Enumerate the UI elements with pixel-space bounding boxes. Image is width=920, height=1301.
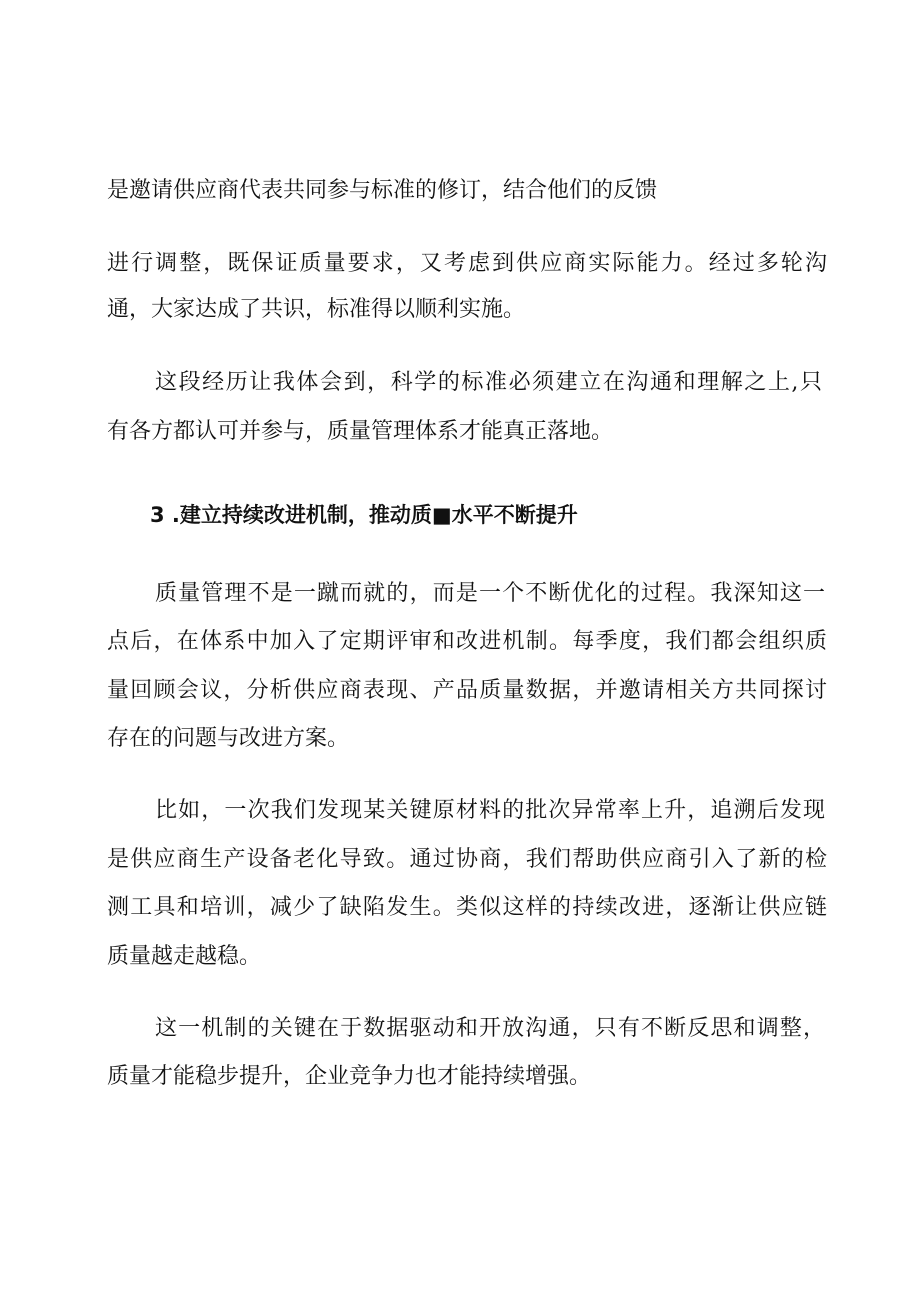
paragraph-4-line-3: 测工具和培训，减少了缺陷发生。类似这样的持续改进，逐渐让供应链	[107, 895, 827, 920]
paragraph-3-line-4: 存在的问题与改进方案。	[107, 726, 350, 751]
paragraph-1-line-1: 进行调整，既保证质量要求，又考虑到供应商实际能力。经过多轮沟	[107, 251, 827, 276]
paragraph-3-line-3: 量回顾会议，分析供应商表现、产品质量数据，并邀请相关方共同探讨	[107, 678, 827, 703]
paragraph-2-line-1: 这段经历让我体会到，科学的标准必须建立在沟通和理解之上,只	[155, 370, 822, 395]
paragraph-3-line-1: 质量管理不是一蹴而就的，而是一个不断优化的过程。我深知这一	[155, 581, 825, 606]
fragment-line-1: 是邀请供应商代表共同参与标准的修订，结合他们的反馈	[107, 178, 658, 203]
section-heading: 3 .建立持续改进机制，推动质■水平不断提升	[150, 503, 578, 527]
paragraph-4-line-2: 是供应商生产设备老化导致。通过协商，我们帮助供应商引入了新的检	[107, 847, 827, 872]
paragraph-2-line-2: 有各方都认可并参与，质量管理体系才能真正落地。	[107, 419, 614, 444]
paragraph-5-line-1: 这一机制的关键在于数据驱动和开放沟通，只有不断反思和调整，	[155, 1016, 825, 1041]
paragraph-1-line-2: 通，大家达成了共识，标准得以顺利实施。	[107, 297, 526, 322]
paragraph-4-line-4: 质量越走越稳。	[107, 944, 262, 969]
paragraph-4-line-1: 比如，一次我们发现某关键原材料的批次异常率上升，追溯后发现	[155, 798, 825, 823]
paragraph-5-line-2: 质量才能稳步提升，企业竞争力也才能持续增强。	[107, 1064, 592, 1089]
paragraph-3-line-2: 点后，在体系中加入了定期评审和改进机制。每季度，我们都会组织质	[107, 629, 827, 654]
